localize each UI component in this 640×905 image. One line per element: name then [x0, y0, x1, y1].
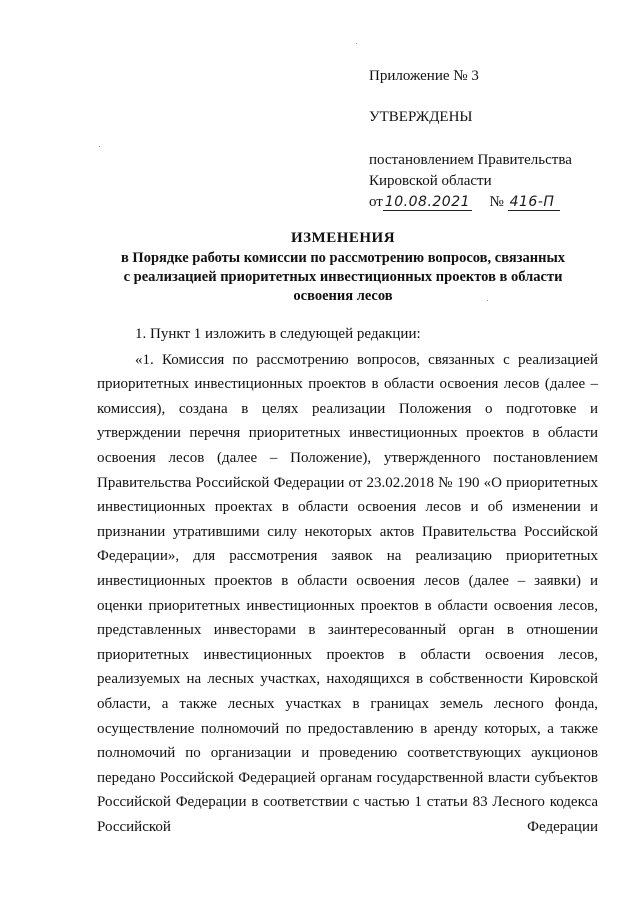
point-1-quote-paragraph: «1. Комиссия по рассмотрению вопросов, связанных с реализацией приоритетных инвестиционных проектов в области освоения лесов (далее – комиссия), создана в целях реализации Положения о подготовке и утверждении перечня приоритетных инвестиционных проектов в области освоения лесов (далее – Положение), утвержденного постановлением Правительства Российской Федерации от 23.02.2018 № 190 «О приоритетных инвестиционных проектах в области освоения лесов и об изменении и признании утратившими силу некоторых актов Правительства Российской Федерации», для рассмотрения заявок на реализацию приоритетных инвестиционных проектов в области освоения лесов (далее – заявки) и оценки приоритетных инвестиционных проектов в области освоения лесов, представленных инвесторами в заинтересованный орган в отношении приоритетных инвестиционных проектов в области освоения лесов, реализуемых на лесных участках, находящихся в собственности Кировской области, а также лесных участках в границах земель лесного фонда, осуществление полномочий по предоставлению в аренду которых, а также полномочий по организации и проведению соответствующих аукционов передано Российской Федерацией органам государственной власти субъектов Российской Федерации в соответствии с частью 1 статьи 83 Лесного кодекса Российской Федерации	[97, 351, 598, 835]
title-line-3: освоения лесов	[293, 288, 393, 304]
title-line-2: с реализацией приоритетных инвестиционных проектов в области	[123, 269, 563, 285]
approved-heading: УТВЕРЖДЕНЫ	[369, 109, 473, 125]
handwritten-date: 10.08.2021	[384, 194, 471, 210]
number-prefix: №	[489, 194, 504, 210]
scan-speck	[99, 146, 100, 147]
title-main: ИЗМЕНЕНИЯ	[290, 230, 396, 246]
point-1-paragraph: 1. Пункт 1 изложить в следующей редакции:	[135, 326, 421, 342]
approval-block	[369, 66, 619, 213]
appendix-number: Приложение № 3	[369, 68, 479, 84]
resolution-line-2: Кировской области	[369, 173, 492, 189]
title-line-1: в Порядке работы комиссии по рассмотрению вопросов, связанных	[120, 250, 566, 266]
document-body	[97, 322, 598, 839]
resolution-line-1: постановлением Правительства	[369, 152, 572, 168]
document-title	[100, 229, 586, 306]
handwritten-number: 416-П	[508, 194, 560, 211]
scan-speck	[487, 300, 488, 301]
resolution-date-number	[369, 192, 619, 213]
scan-speck	[356, 43, 357, 44]
date-prefix: от	[369, 194, 383, 210]
